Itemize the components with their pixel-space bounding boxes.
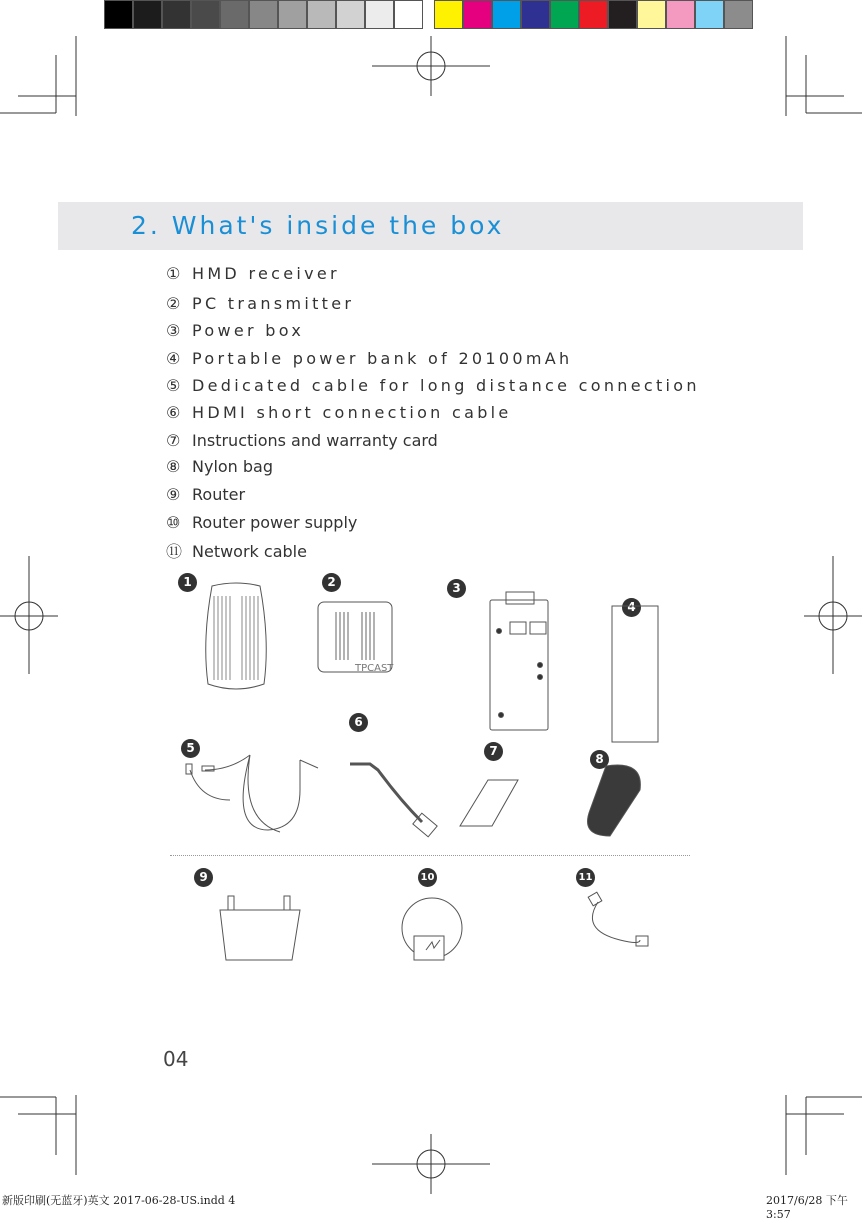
list-item: ⑥ HDMI short connection cable	[166, 403, 512, 422]
badge-11: 11	[576, 868, 595, 887]
router-image	[220, 896, 300, 960]
instruction-card-image	[460, 780, 518, 826]
badge-1: 1	[178, 573, 197, 592]
section-title: 2. What's inside the box	[131, 211, 505, 240]
list-item: ① HMD receiver	[166, 264, 340, 283]
badge-7: 7	[484, 742, 503, 761]
network-cable-image	[588, 892, 648, 946]
list-item: ⑦ Instructions and warranty card	[166, 431, 438, 450]
badge-10: 10	[418, 868, 437, 887]
nylon-bag-image	[588, 765, 641, 836]
badge-6: 6	[349, 713, 368, 732]
list-item: ⑪ Network cable	[166, 542, 307, 561]
list-item: ② PC transmitter	[166, 294, 355, 313]
hmd-receiver-image	[206, 583, 267, 689]
badge-9: 9	[194, 868, 213, 887]
hdmi-cable-image	[350, 764, 437, 837]
badge-3: 3	[447, 579, 466, 598]
router-power-supply-image	[402, 898, 462, 960]
badge-4: 4	[622, 598, 641, 617]
brand-mark: TPCAST	[355, 663, 394, 674]
list-item: ③ Power box	[166, 321, 305, 340]
badge-8: 8	[590, 750, 609, 769]
pc-transmitter-image	[318, 602, 392, 672]
list-item: ④ Portable power bank of 20100mAh	[166, 349, 573, 368]
dotted-divider	[170, 855, 690, 856]
list-item: ⑤ Dedicated cable for long distance connection	[166, 376, 700, 395]
list-item: ⑨ Router	[166, 485, 246, 504]
badge-5: 5	[181, 739, 200, 758]
list-item: ⑩ Router power supply	[166, 513, 358, 532]
page-number: 04	[163, 1047, 189, 1071]
power-bank-image	[612, 606, 658, 742]
print-slug-filename: 新版印刷(无蓝牙)英文 2017-06-28-US.indd 4	[2, 1194, 236, 1207]
badge-2: 2	[322, 573, 341, 592]
print-slug-timestamp: 2017/6/28 下午3:57	[766, 1194, 848, 1221]
list-item: ⑧ Nylon bag	[166, 457, 274, 476]
power-box-image	[490, 592, 548, 730]
dedicated-cable-image	[186, 755, 318, 832]
